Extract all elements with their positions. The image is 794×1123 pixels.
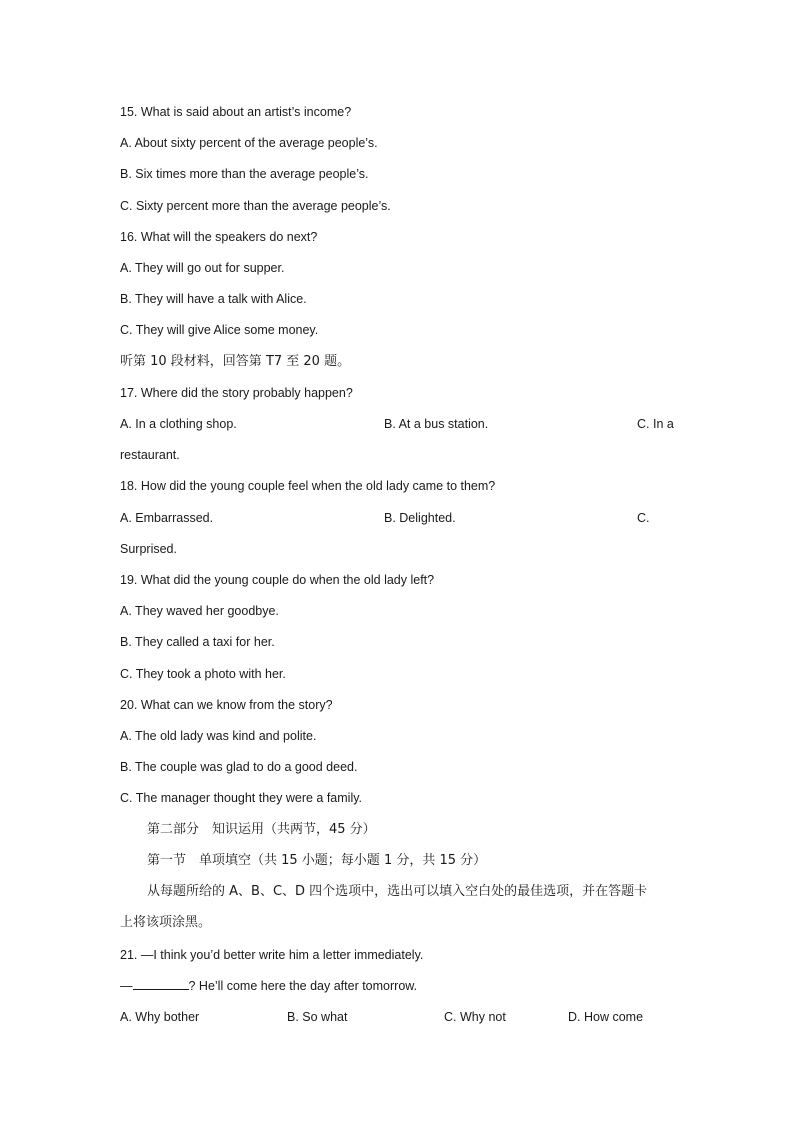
q17-option-c: C. In a (637, 417, 674, 431)
q21-answer-blank (133, 978, 189, 990)
section1-instruction-line1: 从每题所给的 A、B、C、D 四个选项中，选出可以填入空白处的最佳选项，并在答题卡 (147, 884, 648, 899)
q21-option-d: D. How come (568, 1010, 644, 1024)
q20-option-b: B. The couple was glad to do a good deed. (120, 760, 358, 774)
q16-question: 16. What will the speakers do next? (120, 230, 318, 244)
q21-line1: 21. —I think you’d better write him a letter immediately. (120, 948, 424, 962)
q18-option-b: B. Delighted. (384, 511, 456, 525)
section1-instruction-line2: 上将该项涂黑。 (120, 915, 212, 930)
q17-option-a: A. In a clothing shop. (120, 417, 237, 431)
q21-option-c: C. Why not (444, 1010, 506, 1024)
q18-option-c: C. (637, 511, 650, 525)
part2-title: 第二部分 知识运用（共两节，45 分） (147, 822, 376, 837)
q16-option-a: A. They will go out for supper. (120, 261, 285, 275)
section10-instruction: 听第 10 段材料，回答第 T7 至 20 题。 (120, 354, 351, 369)
q21-option-a: A. Why bother (120, 1010, 200, 1024)
q18-option-c-continued: Surprised. (120, 542, 177, 556)
q19-option-a: A. They waved her goodbye. (120, 604, 279, 618)
q20-option-c: C. The manager thought they were a family. (120, 791, 363, 805)
q21-line2 (120, 978, 680, 994)
q15-option-a: A. About sixty percent of the average people’s. (120, 136, 378, 150)
q20-option-a: A. The old lady was kind and polite. (120, 729, 317, 743)
q16-option-c: C. They will give Alice some money. (120, 323, 319, 337)
q20-question: 20. What can we know from the story? (120, 698, 333, 712)
q19-option-b: B. They called a taxi for her. (120, 635, 275, 649)
q16-option-b: B. They will have a talk with Alice. (120, 292, 307, 306)
q15-option-b: B. Six times more than the average people’s. (120, 167, 369, 181)
q19-question: 19. What did the young couple do when the old lady left? (120, 573, 435, 587)
q15-question: 15. What is said about an artist’s income? (120, 105, 352, 119)
q19-option-c: C. They took a photo with her. (120, 667, 286, 681)
q17-question: 17. Where did the story probably happen? (120, 386, 353, 400)
section1-title: 第一节 单项填空（共 15 小题；每小题 1 分，共 15 分） (147, 853, 487, 868)
q17-option-b: B. At a bus station. (384, 417, 489, 431)
q21-option-b: B. So what (287, 1010, 348, 1024)
q17-option-c-continued: restaurant. (120, 448, 180, 462)
q15-option-c: C. Sixty percent more than the average people’s. (120, 199, 391, 213)
q18-option-a: A. Embarrassed. (120, 511, 214, 525)
q18-question: 18. How did the young couple feel when the old lady came to them? (120, 479, 496, 493)
q21-line2-text: ? He’ll come here the day after tomorrow. (188, 979, 418, 993)
q21-dash: — (120, 979, 133, 993)
